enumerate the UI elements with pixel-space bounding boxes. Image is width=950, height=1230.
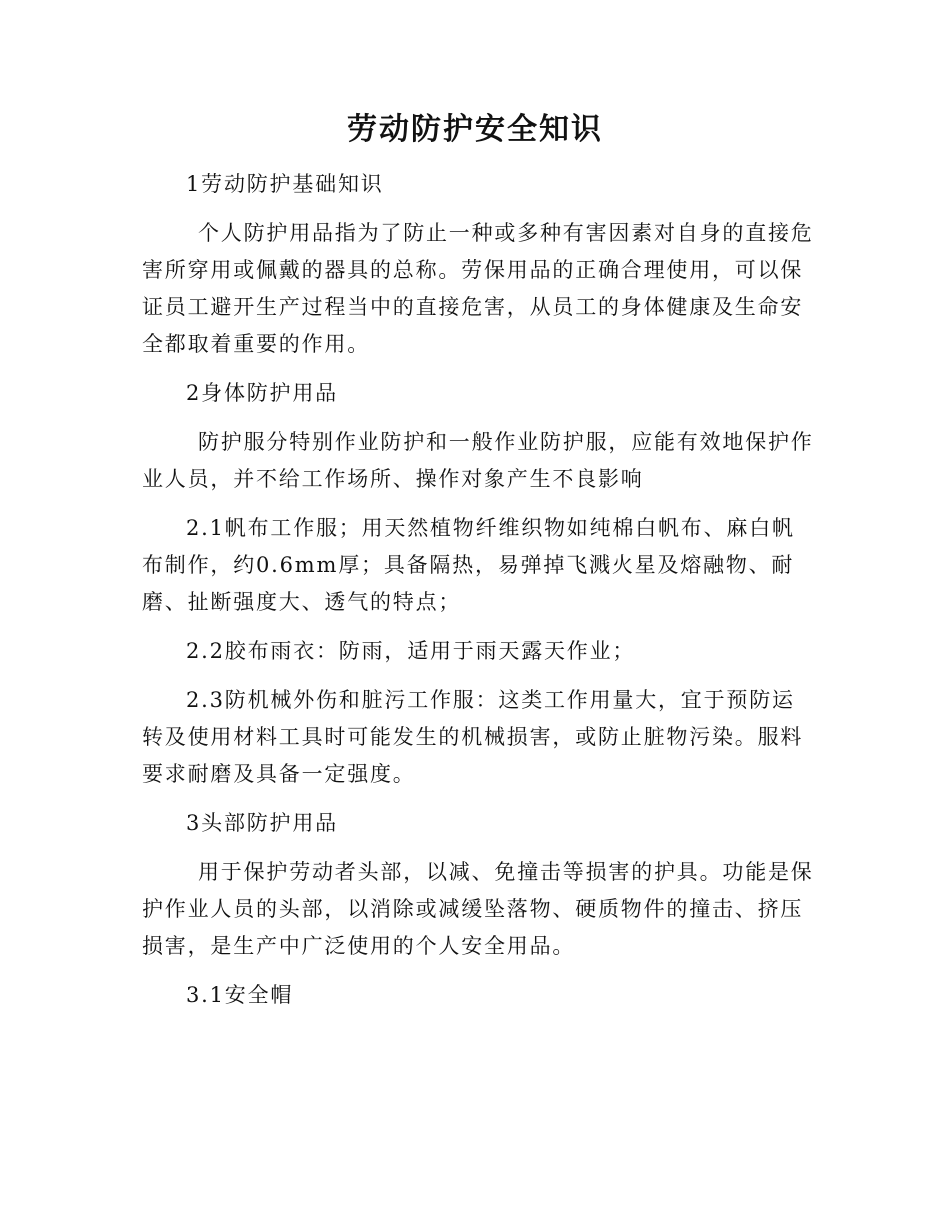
heading-3-1: 3.1安全帽 [186,983,294,1007]
heading-2: 2身体防护用品 [186,381,338,405]
paragraph-head-protection: 用于保护劳动者头部，以减、免撞击等损害的护具。功能是保护作业人员的头部，以消除或减缓坠落物、硬质物件的撞击、挤压损害，是生产中广泛使用的个人安全用品。 [142,860,814,958]
paragraph-2-2: 2.2胶布雨衣：防雨，适用于雨天露天作业； [186,639,636,663]
paragraph-2-3: 2.3防机械外伤和脏污工作服：这类工作用量大，宜于预防运转及使用材料工具时可能发生的机械损害，或防止脏物污染。服料要求耐磨及具备一定强度。 [142,688,804,786]
paragraph-2-1: 2.1帆布工作服；用天然植物纤维织物如纯棉白帆布、麻白帆布制作，约0.6mm厚；具备隔热，易弹掉飞溅火星及熔融物、耐磨、扯断强度大、透气的特点； [142,516,795,614]
paragraph-intro: 个人防护用品指为了防止一种或多种有害因素对自身的直接危害所穿用或佩戴的器具的总称。劳保用品的正确合理使用，可以保证员工避开生产过程当中的直接危害，从员工的身体健康及生命安全都取着重要的作用。 [142,221,814,356]
heading-1: 1劳动防护基础知识 [186,172,384,196]
document-body [142,166,814,1026]
paragraph-protective-clothing: 防护服分特别作业防护和一般作业防护服，应能有效地保护作业人员，并不给工作场所、操作对象产生不良影响 [142,430,814,491]
document-title: 劳动防护安全知识 [347,112,603,147]
heading-3: 3头部防护用品 [186,811,338,835]
